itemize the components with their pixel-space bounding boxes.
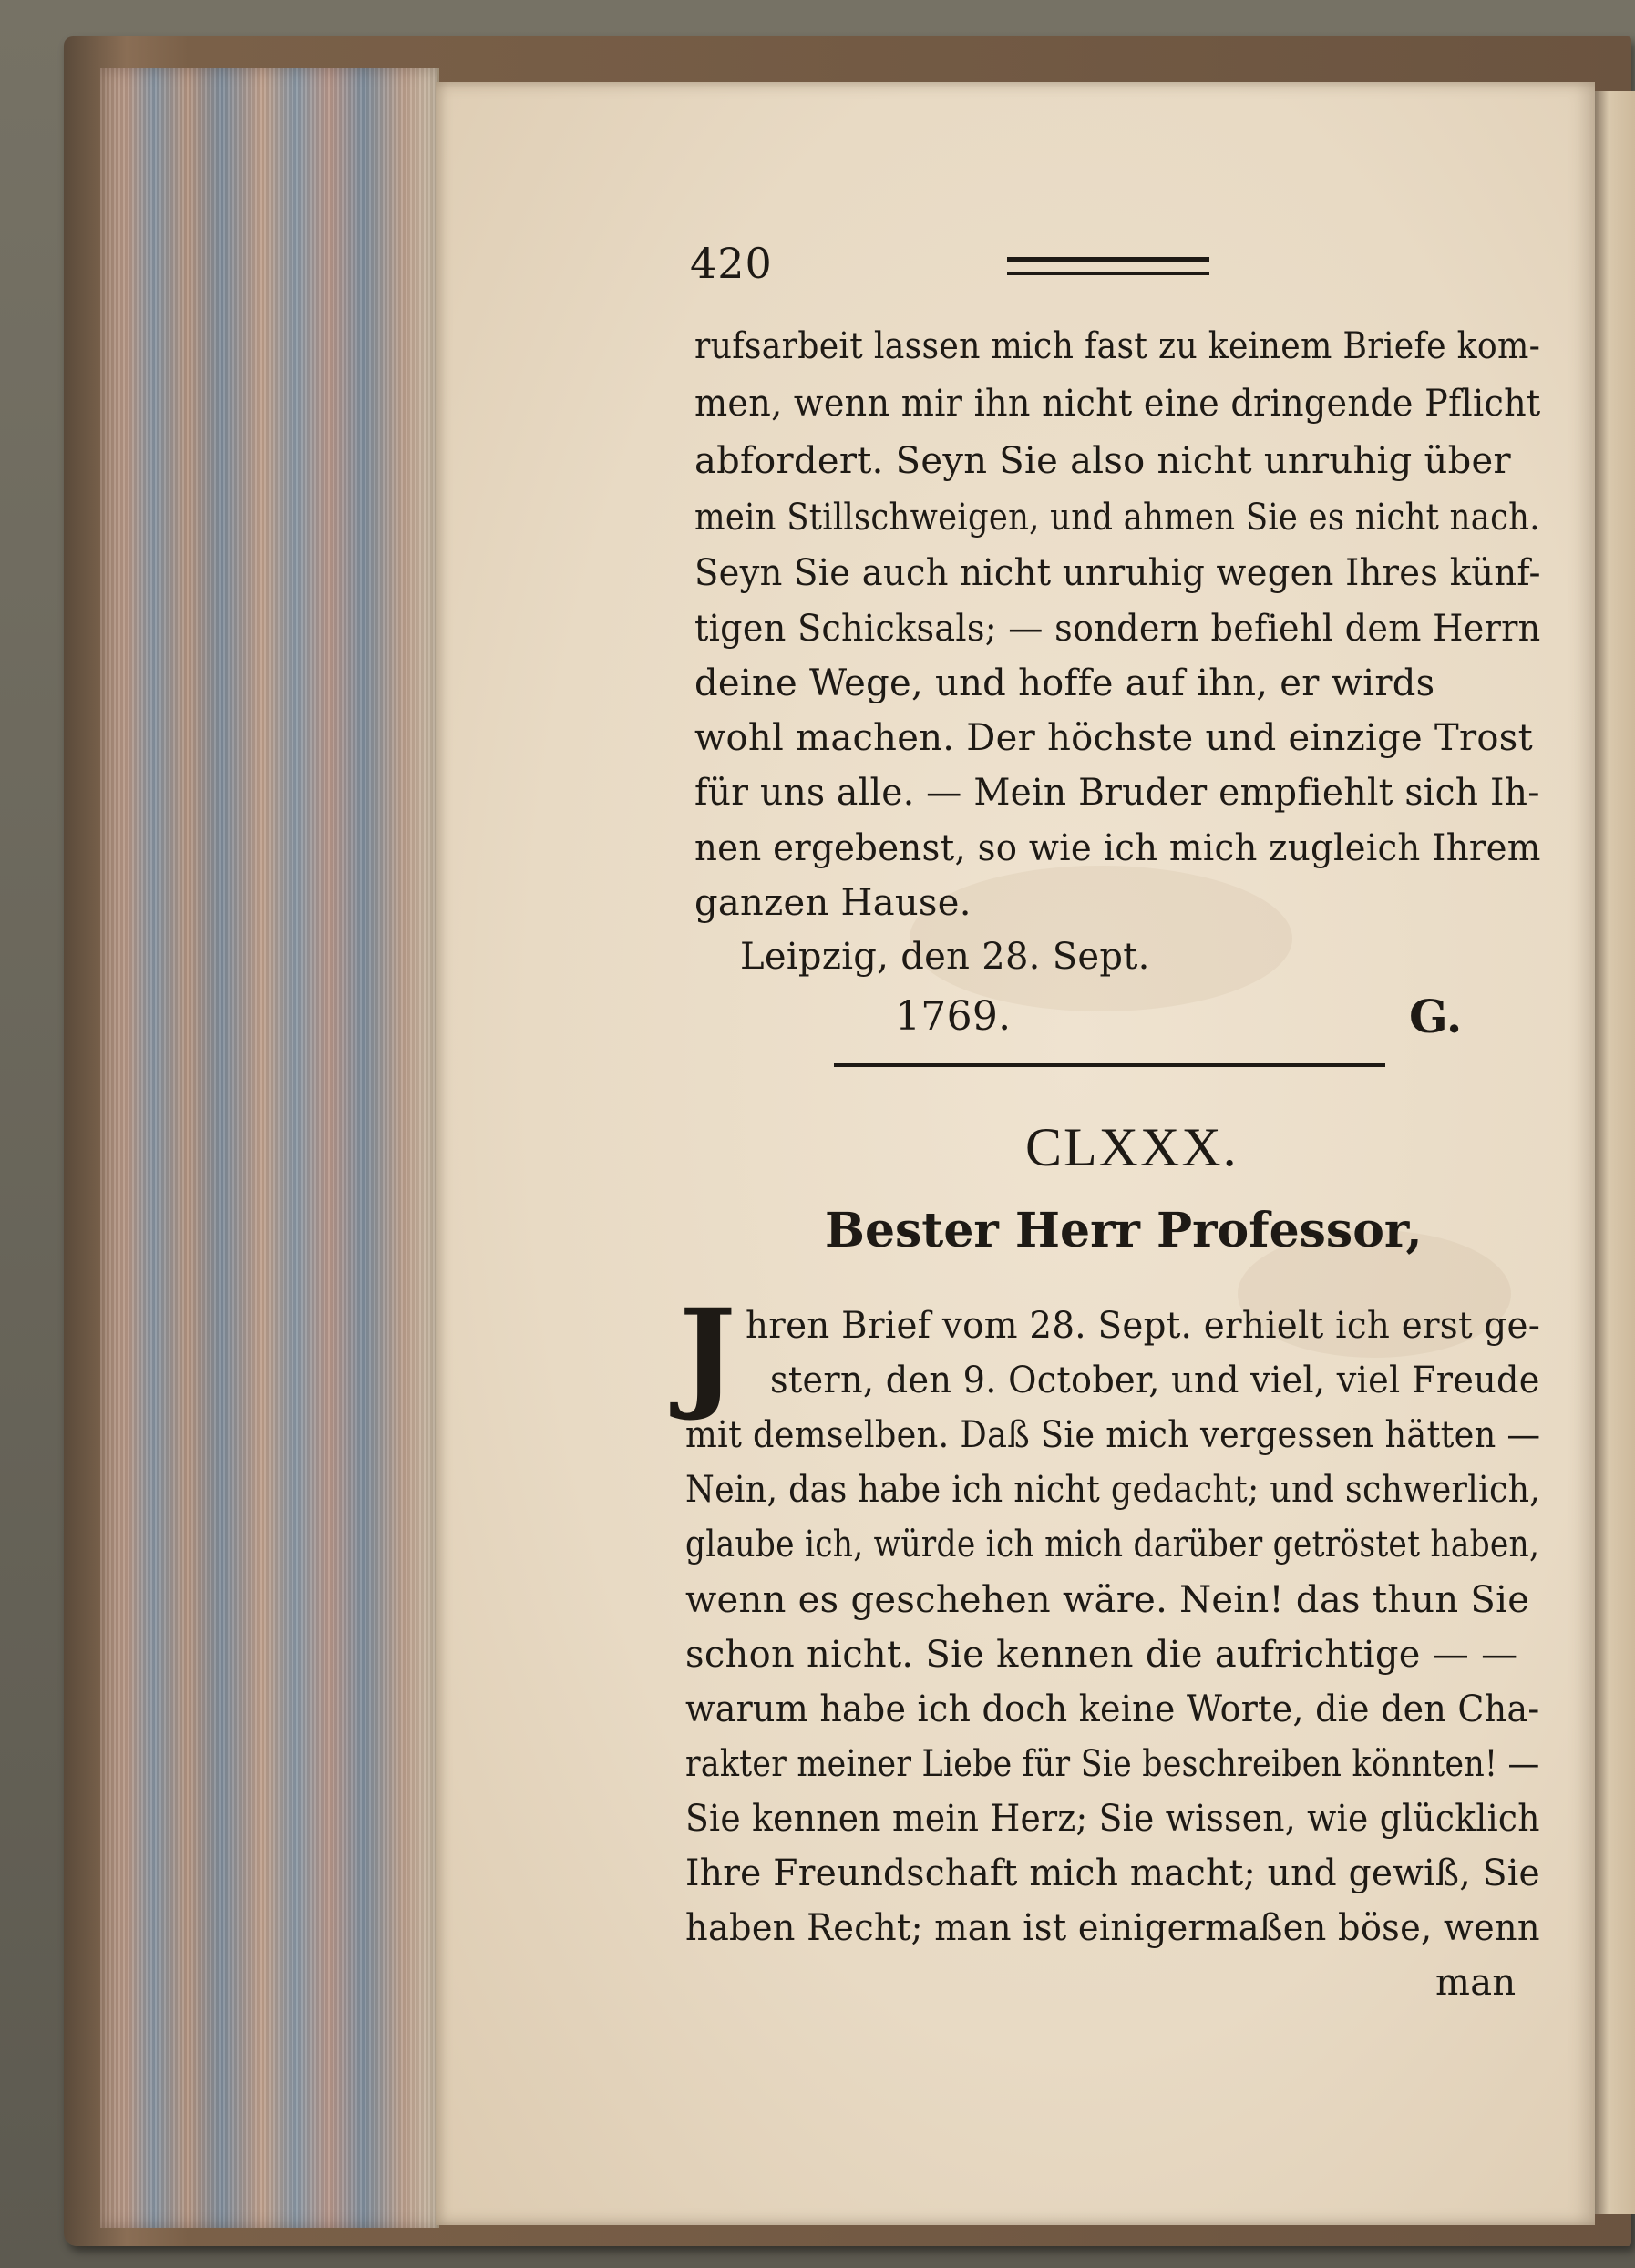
text-line: mein Stillschweigen, und ahmen Sie es nicht nach. [694, 497, 1540, 539]
facing-page-edge [1595, 91, 1635, 2214]
text-line: rufsarbeit lassen mich fast zu keinem Briefe kom- [694, 325, 1541, 367]
text-line: Sie kennen mein Herz; Sie wissen, wie glücklich [685, 1798, 1540, 1840]
text-line: men, wenn mir ihn nicht eine dringende Pflicht [694, 383, 1541, 425]
text-line: hren Brief vom 28. Sept. erhielt ich erst ge- [746, 1305, 1541, 1347]
text-line: glaube ich, würde ich mich darüber getröstet haben, [685, 1524, 1540, 1565]
salutation: Bester Herr Professor, [825, 1203, 1423, 1258]
text-line: Nein, das habe ich nicht gedacht; und schwerlich, [685, 1469, 1541, 1511]
signature: G. [1409, 990, 1463, 1043]
text-line: ganzen Hause. [694, 882, 972, 924]
text-line: mit demselben. Daß Sie mich vergessen hätten — [685, 1414, 1541, 1456]
text-line: wohl machen. Der höchste und einzige Trost [694, 717, 1533, 759]
text-line: abfordert. Seyn Sie also nicht unruhig über [694, 440, 1511, 482]
place-date: Leipzig, den 28. Sept. [740, 936, 1150, 978]
section-separator [834, 1063, 1385, 1067]
page-edges [100, 68, 439, 2228]
page-number: 420 [690, 239, 773, 288]
text-line: stern, den 9. October, und viel, viel Freude [770, 1360, 1540, 1401]
text-line: nen ergebenst, so wie ich mich zugleich Ihrem [694, 827, 1541, 869]
header-rule [1007, 257, 1209, 275]
text-line: für uns alle. — Mein Bruder empfiehlt sich Ih- [694, 772, 1540, 814]
catchword: man [1435, 1962, 1517, 2004]
text-line: haben Recht; man ist einigermaßen böse, wenn [685, 1907, 1540, 1949]
letter-number: CLXXX. [1025, 1117, 1239, 1177]
text-line: Ihre Freundschaft mich macht; und gewiß, Sie [685, 1852, 1540, 1894]
text-line: Seyn Sie auch nicht unruhig wegen Ihres künf- [694, 552, 1541, 594]
text-line: schon nicht. Sie kennen die aufrichtige — — [685, 1634, 1518, 1676]
drop-cap: J [679, 1283, 736, 1424]
year: 1769. [895, 993, 1012, 1040]
text-line: tigen Schicksals; — sondern befiehl dem Herrn [694, 608, 1541, 650]
text-line: deine Wege, und hoffe auf ihn, er wirds [694, 662, 1435, 704]
text-line: warum habe ich doch keine Worte, die den Cha- [685, 1688, 1540, 1730]
text-line: rakter meiner Liebe für Sie beschreiben könnten! — [685, 1743, 1540, 1785]
text-line: wenn es geschehen wäre. Nein! das thun Sie [685, 1579, 1530, 1621]
